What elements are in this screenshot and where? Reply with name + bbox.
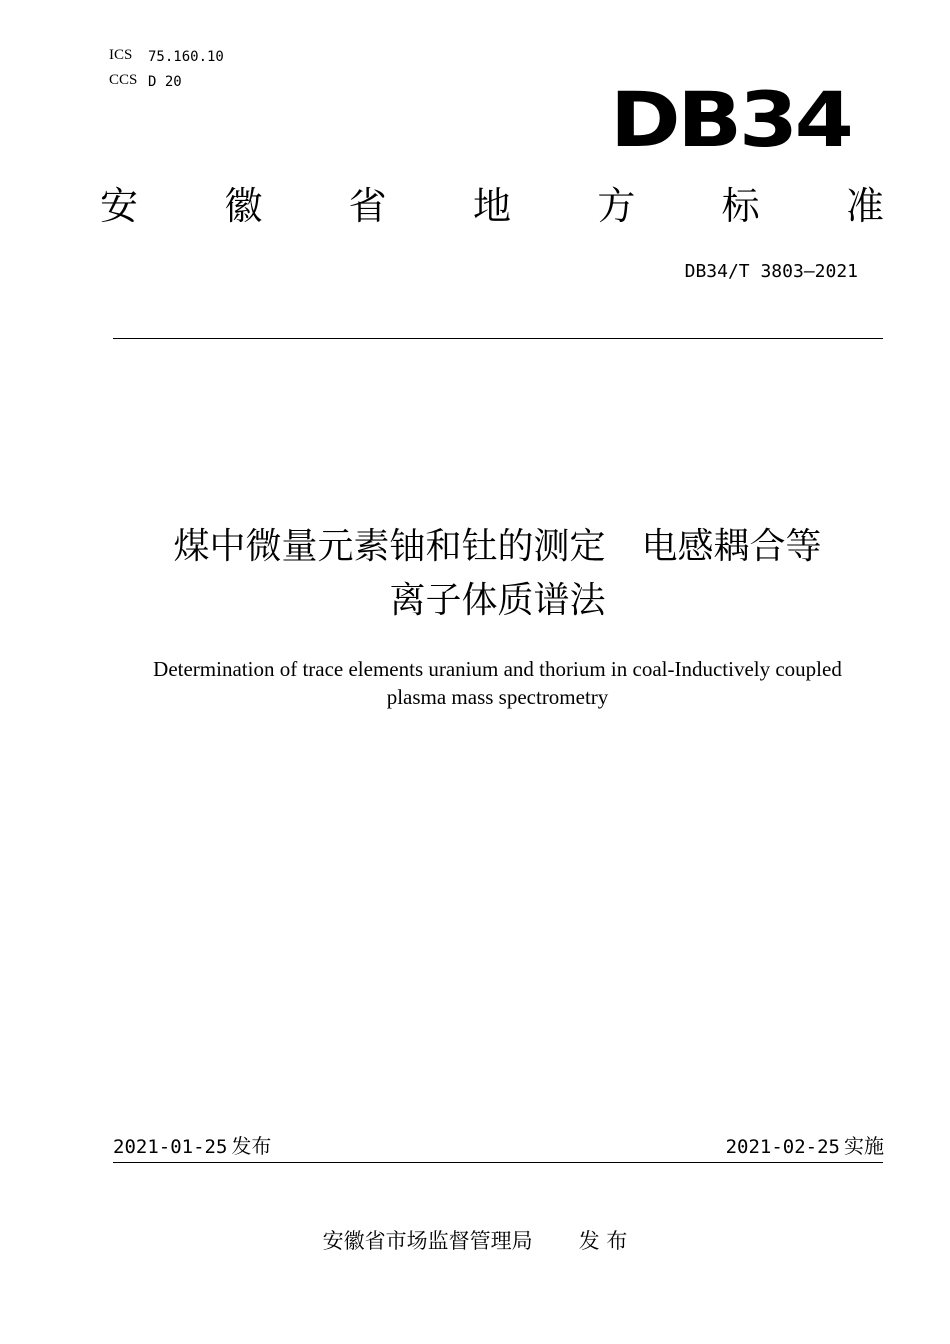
publish-date — [113, 1132, 271, 1161]
standard-type-char: 地 — [472, 184, 511, 228]
implement-date — [726, 1132, 884, 1161]
issuer — [0, 1226, 950, 1256]
implement-date-value: 2021-02-25 — [725, 1136, 840, 1158]
title-english-line1: Determination of trace elements uranium and thorium in coal-Inductively coupled — [153, 657, 842, 681]
issuer-action: 发 布 — [578, 1229, 628, 1253]
standard-type-char: 标 — [721, 184, 760, 228]
standard-type-char: 安 — [100, 184, 139, 228]
publish-date-label: 发布 — [231, 1134, 272, 1158]
db34-logo: DB34 — [610, 75, 851, 164]
standard-type-char: 准 — [845, 184, 884, 228]
ccs-code: D 20 — [148, 74, 182, 90]
title-chinese-line1 — [100, 520, 895, 574]
title-chinese — [100, 520, 895, 628]
standard-type-char: 徽 — [224, 184, 263, 228]
header-divider — [113, 338, 883, 339]
issuer-name: 安徽省市场监督管理局 — [322, 1229, 533, 1253]
ics-code: 75.160.10 — [148, 49, 224, 65]
standard-type-char: 省 — [348, 184, 387, 228]
footer-divider — [113, 1162, 883, 1163]
title-chinese-line2: 离子体质谱法 — [389, 580, 606, 621]
publish-date-value: 2021-01-25 — [113, 1136, 228, 1158]
standard-type-char: 方 — [597, 184, 636, 228]
implement-date-label: 实施 — [844, 1134, 884, 1158]
ics-label: ICS — [109, 47, 133, 63]
title-english-line2: plasma mass spectrometry — [386, 685, 609, 709]
title-chinese-part1: 煤中微量元素铀和钍的测定 — [173, 526, 606, 567]
standard-number: DB34/T 3803—2021 — [684, 261, 858, 282]
ccs-label: CCS — [109, 72, 138, 88]
title-english — [110, 655, 885, 711]
title-chinese-part2: 电感耦合等 — [641, 526, 822, 567]
standard-type — [100, 182, 884, 230]
